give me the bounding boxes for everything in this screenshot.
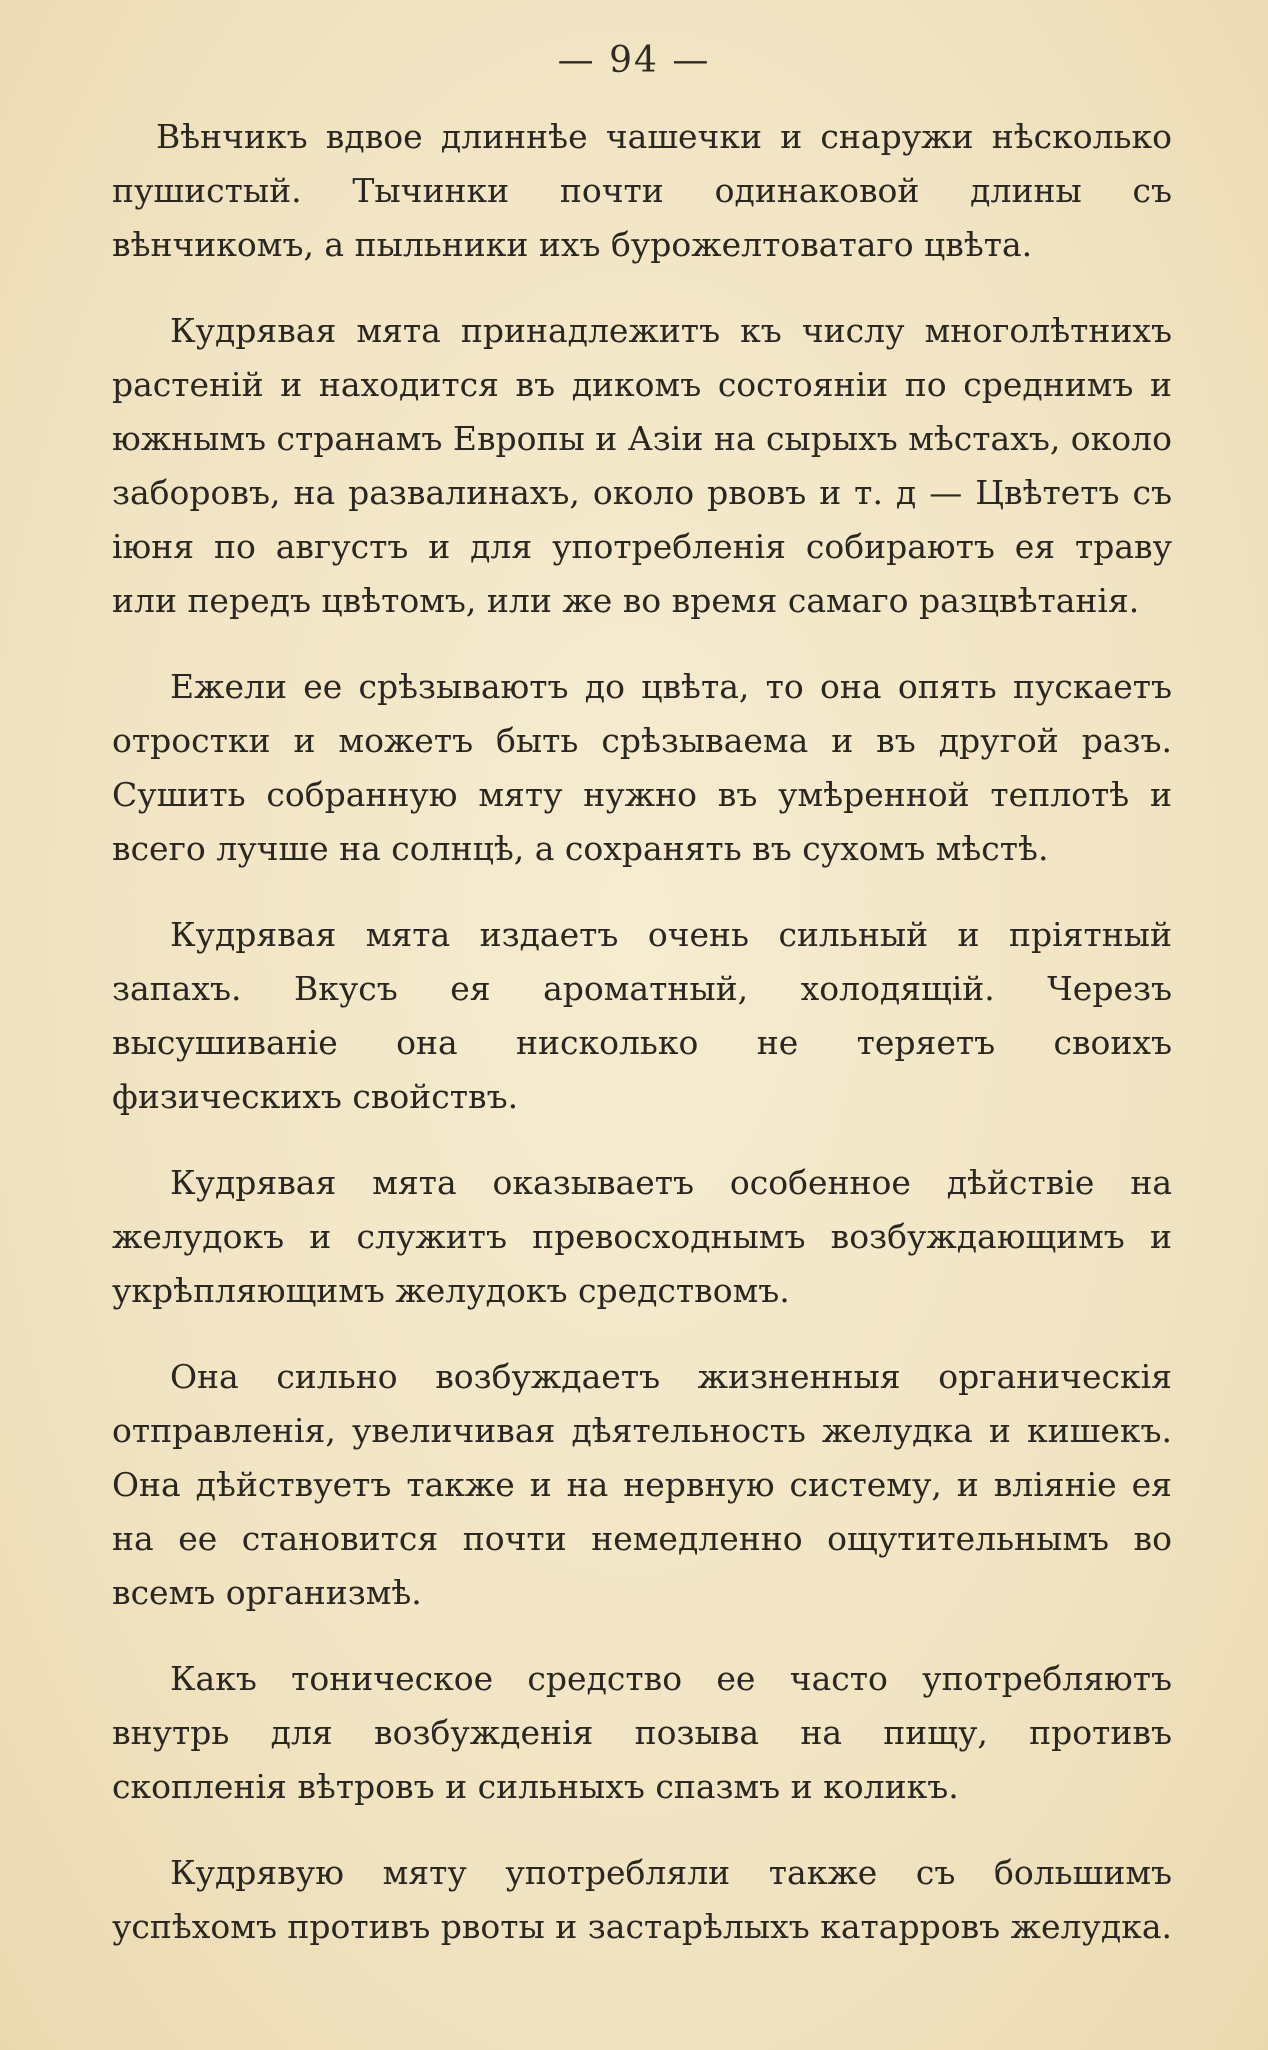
- paragraph-5: Кудрявая мята оказываетъ особенное дѣйствіе на желудокъ и служитъ превосходнымъ возбуждающимъ и укрѣпляющимъ желудокъ средствомъ.: [112, 1163, 1172, 1310]
- paragraph-3: Ежели ее срѣзываютъ до цвѣта, то она опять пускаетъ отростки и можетъ быть срѣзываема и въ другой разъ. Сушить собранную мяту нужно въ умѣренной теплотѣ и всего лучше на солнцѣ, а сохранять въ сухомъ мѣстѣ.: [112, 667, 1172, 868]
- paragraph-2: Кудрявая мята принадлежитъ къ числу многолѣтнихъ растеній и находится въ дикомъ состояніи по среднимъ и южнымъ странамъ Европы и Азіи на сырыхъ мѣстахъ, около заборовъ, на развалинахъ, около рвовъ и т. д — Цвѣтетъ съ іюня по августъ и для употребленія собираютъ ея траву или передъ цвѣтомъ, или же во время самаго разцвѣтанія.: [112, 311, 1172, 620]
- paragraph-8: Кудрявую мяту употребляли также съ большимъ успѣхомъ противъ рвоты и застарѣлыхъ катарровъ желудка.: [112, 1853, 1173, 1946]
- paragraph-1: Вѣнчикъ вдвое длиннѣе чашечки и снаружи нѣсколько пушистый. Тычинки почти одинаковой длины съ вѣнчикомъ, а пыльники ихъ бурожелтоватаго цвѣта.: [112, 117, 1172, 264]
- body-text: [112, 110, 1172, 1986]
- paragraph-6: Она сильно возбуждаетъ жизненныя органическія отправленія, увеличивая дѣятельность желудка и кишекъ. Она дѣйствуетъ также и на нервную систему, и вліяніе ея на ее становится почти немедленно ощутительнымъ во всемъ организмѣ.: [112, 1357, 1172, 1612]
- page-number: — 94 —: [557, 40, 711, 81]
- paragraph-4: Кудрявая мята издаетъ очень сильный и пріятный запахъ. Вкусъ ея ароматный, холодящій. Черезъ высушиваніе она нисколько не теряетъ своихъ физическихъ свойствъ.: [112, 915, 1172, 1116]
- paragraph-7: Какъ тоническое средство ее часто употребляютъ внутрь для возбужденія позыва на пищу, противъ скопленія вѣтровъ и сильныхъ спазмъ и коликъ.: [112, 1659, 1172, 1806]
